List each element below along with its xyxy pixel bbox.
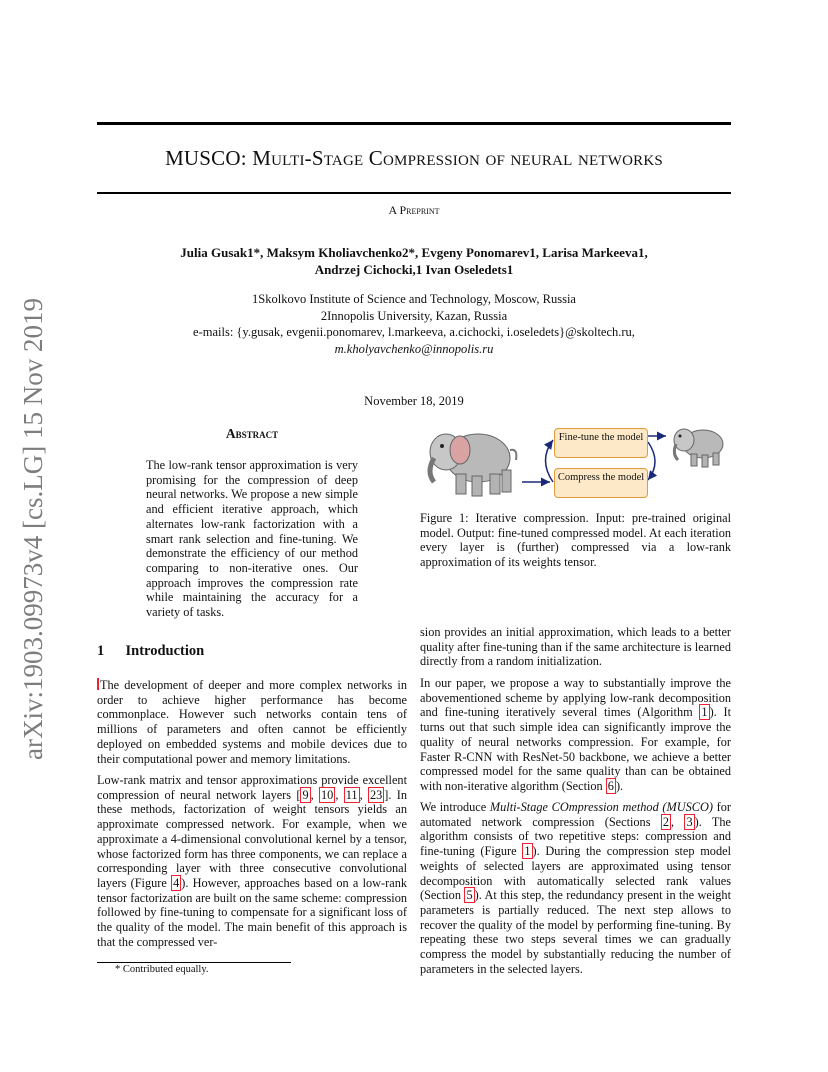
- author-list: [97, 244, 731, 278]
- intro-paragraph-2: Low-rank matrix and tensor approximations provide excellent compression of neural network layers [ 9 , 10 , 11 , 23 ]. In these methods, factorization of weight tensors yields an approximate compressed network. For example, when we approximate a 4-dimensional convolutional kernel by a tensor, whose factorized form has three components, we can replace a corresponding layer with three consecutive convolutional layers (Figure 4 ). However, approaches based on a low-rank tensor factorization are built on the same scheme: compression followed by fine-tuning to compensate for a significant loss of the quality of the model. The main benefit of this approach is that the compressed ver-: [97, 773, 408, 949]
- section-3-link[interactable]: 3: [686, 814, 693, 829]
- top-rule: [97, 122, 731, 125]
- abstract-heading: Abstract: [225, 426, 279, 441]
- intro-paragraph-1: The development of deeper and more complex networks in order to achieve higher performance has become commonplace. However such networks contain tens of millions of parameters and often cannot be efficiently deployed on embedded systems and mobile devices due to their computational power and memory limitations.: [97, 678, 407, 766]
- section-title: Introduction: [125, 643, 205, 659]
- footnote-rule: [97, 962, 291, 963]
- section-6-link[interactable]: 6: [607, 778, 614, 793]
- elephant-small-icon: [674, 429, 723, 467]
- arxiv-sidebar: arXiv:1903.09973v4 [cs.LG] 15 Nov 2019: [18, 298, 48, 760]
- section-2-link[interactable]: 2: [662, 814, 669, 829]
- figure-1: [420, 420, 731, 510]
- paper-title: MUSCO: Multi-Stage Compression of neural networks: [165, 146, 663, 170]
- algorithm-1-link[interactable]: 1: [701, 705, 708, 720]
- figure-4-link[interactable]: 4: [173, 875, 180, 890]
- fine-tune-box: Fine-tune the model: [554, 428, 648, 458]
- affiliations: [97, 291, 731, 357]
- arrow-loop-left: [546, 440, 554, 482]
- affiliation-1: 1Skolkovo Institute of Science and Technology, Moscow, Russia: [252, 292, 576, 306]
- footnote: * Contributed equally.: [115, 964, 209, 975]
- citation-11[interactable]: 11: [345, 787, 358, 802]
- citation-23[interactable]: 23: [369, 787, 383, 802]
- section-heading: [97, 643, 204, 660]
- text-cursor: [97, 678, 99, 690]
- compress-box: Compress the model: [554, 468, 648, 498]
- paper-date: November 18, 2019: [364, 394, 464, 408]
- author-line-1: Julia Gusak1*, Maksym Kholiavchenko2*, Evgeny Ponomarev1, Larisa Markeeva1,: [180, 245, 648, 260]
- preprint-label: A Preprint: [388, 203, 440, 217]
- arrow-loop-right: [648, 442, 655, 480]
- right-paragraph-1: In our paper, we propose a way to substantially improve the abovementioned scheme by applying low-rank decomposition and fine-tuning iteratively several times (Algorithm 1 ). It turns out that such simple idea can significantly improve the quality of neural networks compression. For example, for Faster R-CNN with ResNet-50 backbone, we achieve a better compressed model for the same quality than can be obtained with non-iterative algorithm (Section 6 ).: [420, 676, 731, 793]
- right-paragraph-2: We introduce Multi-Stage COmpression method (MUSCO) for automated network compression (Sections 2 , 3 ). The algorithm consists of two repetitive steps: compression and fine-tuning (Figure 1 ). During the compression step model weights of selected layers are approximated using tensor decomposition with automatically selected rank values (Section 5 ). At this step, the redundancy present in the weight parameters is partially reduced. The next step allows to recover the quality of the model by performing fine-tuning. By repeating these two steps several times we can gradually compress the model by substantially reducing the number of parameters in the selected layers.: [420, 800, 732, 976]
- citation-9[interactable]: 9: [302, 787, 309, 802]
- figure-1-link[interactable]: 1: [524, 844, 531, 859]
- emails-line-2: m.kholyavchenko@innopolis.ru: [334, 341, 494, 356]
- abstract-text: The low-rank tensor approximation is very promising for the compression of deep neural networks. We propose a new simple and efficient iterative approach, which alternates low-rank factorization with a smart rank selection and fine-tuning. We demonstrate the efficiency of our method comparing to non-iterative ones. Our approach improves the compression rate while maintaining the accuracy for a variety of tasks.: [146, 458, 358, 620]
- emails-line-1: e-mails: {y.gusak, evgenii.ponomarev, l.markeeva, a.cichocki, i.oseledets}@skoltech.ru,: [193, 325, 635, 339]
- citation-10[interactable]: 10: [321, 787, 334, 802]
- section-number: 1: [97, 643, 105, 659]
- title-rule: [97, 192, 731, 194]
- elephant-large-icon: [430, 434, 516, 496]
- right-paragraph-0: sion provides an initial approximation, which leads to a better quality after fine-tuning than if the same architecture is learned directly from a random initialization.: [420, 625, 731, 669]
- affiliation-2: 2Innopolis University, Kazan, Russia: [320, 308, 508, 323]
- author-line-2: Andrzej Cichocki,1 Ivan Oseledets1: [314, 262, 514, 277]
- figure-1-caption: Figure 1: Iterative compression. Input: pre-trained original model. Output: fine-tuned compressed model. At each iteration every layer is (further) compressed via a low-rank approximation of its weights tensor.: [420, 511, 731, 570]
- section-5-link[interactable]: 5: [466, 888, 473, 903]
